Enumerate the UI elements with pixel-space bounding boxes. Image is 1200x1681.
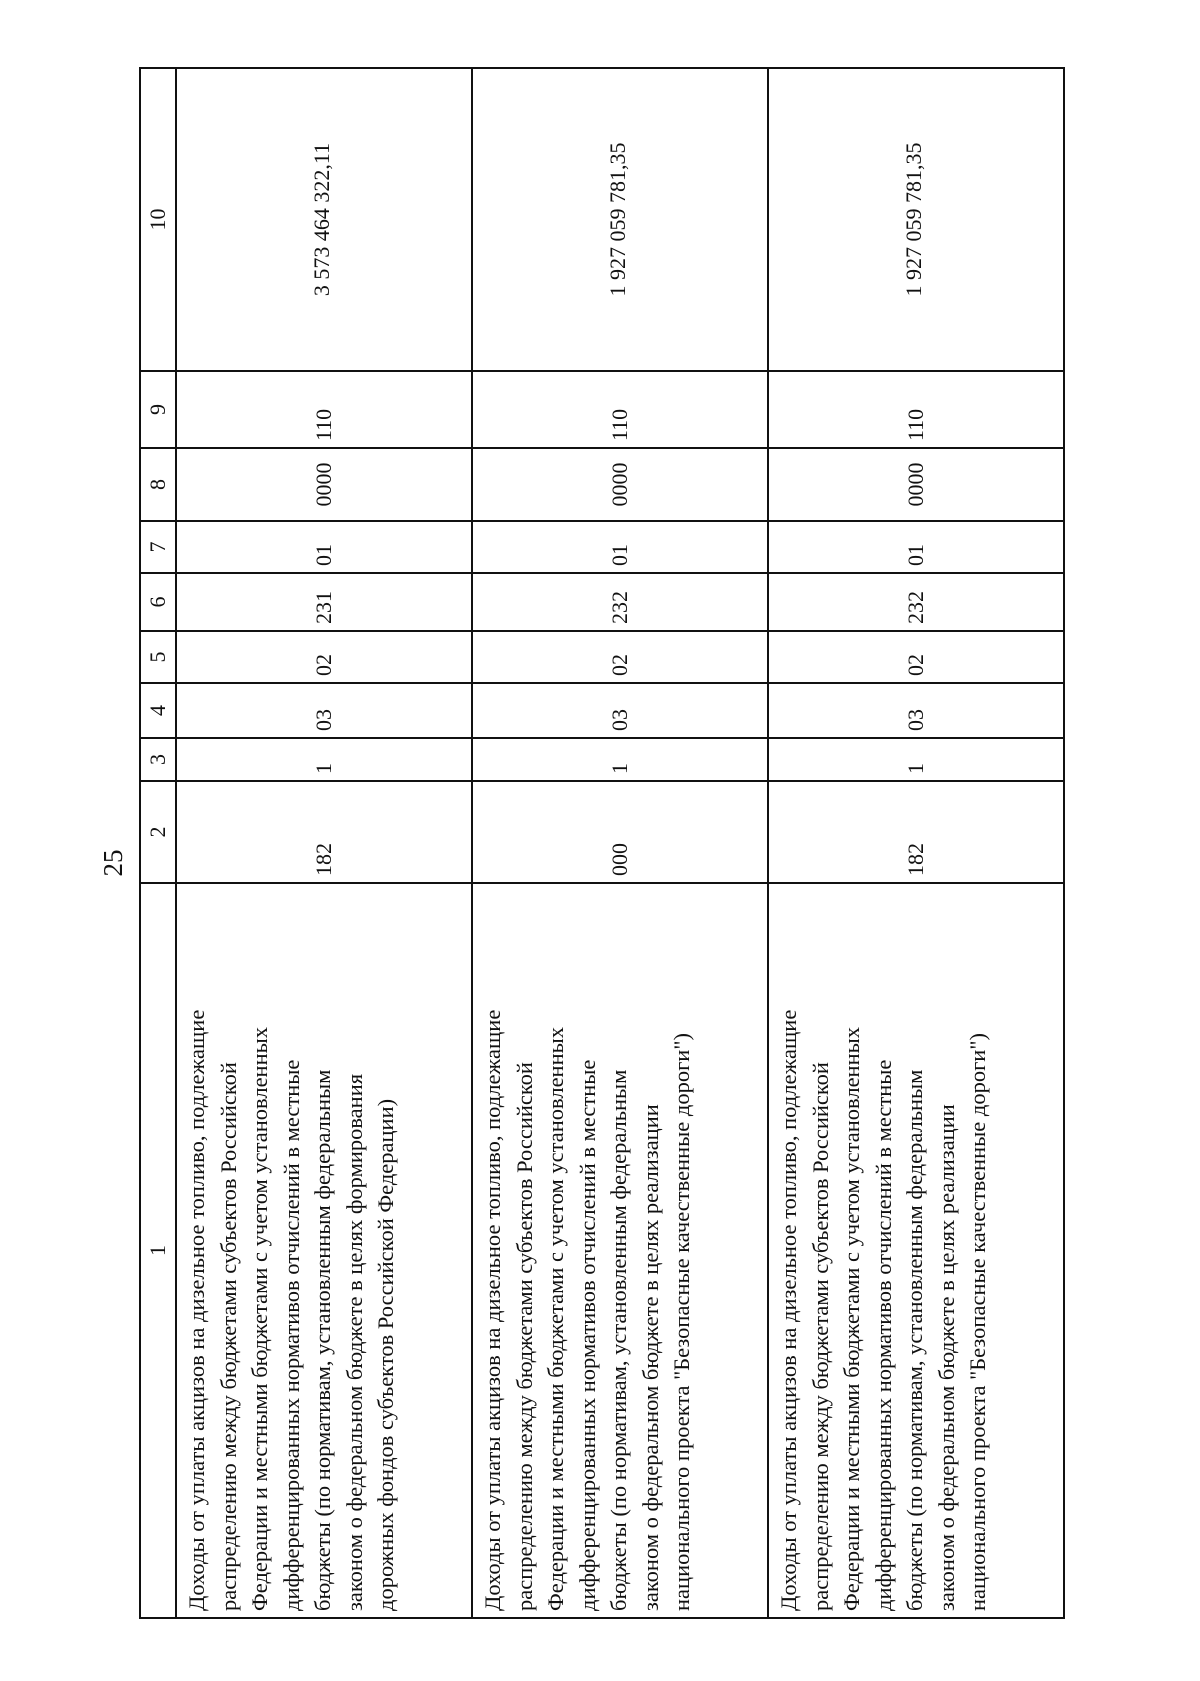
code-cell-article: 02 xyxy=(176,631,472,683)
header-cell-1: 1 xyxy=(140,883,176,1618)
code-cell-article: 02 xyxy=(472,631,768,683)
header-cell-5: 5 xyxy=(140,631,176,683)
code-cell-group: 1 xyxy=(176,738,472,781)
description-line: дифференцированных нормативов отчислений в местные xyxy=(870,1059,896,1611)
code-cell-element: 01 xyxy=(472,521,768,573)
header-cell-7: 7 xyxy=(140,521,176,573)
code-cell-element: 01 xyxy=(768,521,1064,573)
header-cell-8: 8 xyxy=(140,448,176,521)
code-cell-economic: 110 xyxy=(176,371,472,448)
description-line: дифференцированных нормативов отчислений в местные xyxy=(278,1059,304,1611)
header-cell-9: 9 xyxy=(140,371,176,448)
code-cell-subgroup: 03 xyxy=(768,683,1064,738)
description-line: законом о федеральном бюджете в целях реализации xyxy=(933,1104,959,1611)
amount-value: 1 927 059 781,35 xyxy=(901,142,926,297)
code-cell-subarticle: 232 xyxy=(472,573,768,631)
description-line: Федерации и местными бюджетами с учетом установленных xyxy=(543,1026,568,1611)
description-line: законом о федеральном бюджете в целях реализации xyxy=(637,1104,663,1611)
code-cell-group: 1 xyxy=(768,738,1064,781)
table-row xyxy=(176,68,472,1618)
description-line: распределению между бюджетами субъектов Российской xyxy=(215,1062,241,1611)
description-line: Федерации и местными бюджетами с учетом установленных xyxy=(247,1026,272,1611)
description-line: распределению между бюджетами субъектов Российской xyxy=(511,1062,537,1611)
code-cell-admin: 182 xyxy=(176,781,472,883)
code-cell-program: 0000 xyxy=(176,448,472,521)
code-cell-subgroup: 03 xyxy=(472,683,768,738)
description-line: бюджеты (по нормативам, установленным федеральным xyxy=(902,1069,927,1611)
code-cell-program: 0000 xyxy=(472,448,768,521)
description-cell xyxy=(472,883,768,1618)
amount-cell xyxy=(472,68,768,371)
description-line: дифференцированных нормативов отчислений в местные xyxy=(574,1059,600,1611)
table-row xyxy=(472,68,768,1618)
description-line: бюджеты (по нормативам, установленным федеральным xyxy=(606,1069,631,1611)
page-number: 25 xyxy=(97,849,128,877)
code-cell-economic: 110 xyxy=(768,371,1064,448)
amount-cell xyxy=(176,68,472,371)
description-line: Доходы от уплаты акцизов на дизельное топливо, подлежащие xyxy=(480,1009,505,1611)
header-cell-2: 2 xyxy=(140,781,176,883)
amount-value: 1 927 059 781,35 xyxy=(605,142,630,297)
description-line: законом о федеральном бюджете в целях формирования xyxy=(341,1073,367,1611)
description-line: национального проекта "Безопасные качественные дороги") xyxy=(965,1032,990,1611)
description-line: дорожных фондов субъектов Российской Федерации) xyxy=(373,1098,398,1611)
description-line: Доходы от уплаты акцизов на дизельное топливо, подлежащие xyxy=(184,1009,209,1611)
header-cell-3: 3 xyxy=(140,738,176,781)
code-cell-subarticle: 231 xyxy=(176,573,472,631)
budget-revenue-table xyxy=(139,67,1065,1619)
code-cell-group: 1 xyxy=(472,738,768,781)
code-cell-admin: 000 xyxy=(472,781,768,883)
table-row xyxy=(768,68,1064,1618)
code-cell-economic: 110 xyxy=(472,371,768,448)
description-cell xyxy=(176,883,472,1618)
description-line: распределению между бюджетами субъектов Российской xyxy=(807,1062,833,1611)
description-line: Федерации и местными бюджетами с учетом установленных xyxy=(839,1026,864,1611)
header-cell-6: 6 xyxy=(140,573,176,631)
table-header-row xyxy=(140,68,176,1618)
amount-cell xyxy=(768,68,1064,371)
rotated-table-container xyxy=(139,69,1063,1619)
code-cell-subgroup: 03 xyxy=(176,683,472,738)
code-cell-article: 02 xyxy=(768,631,1064,683)
amount-value: 3 573 464 322,11 xyxy=(309,142,334,297)
description-line: бюджеты (по нормативам, установленным федеральным xyxy=(310,1069,335,1611)
description-line: Доходы от уплаты акцизов на дизельное топливо, подлежащие xyxy=(776,1009,801,1611)
description-cell xyxy=(768,883,1064,1618)
code-cell-program: 0000 xyxy=(768,448,1064,521)
code-cell-element: 01 xyxy=(176,521,472,573)
code-cell-subarticle: 232 xyxy=(768,573,1064,631)
code-cell-admin: 182 xyxy=(768,781,1064,883)
header-cell-4: 4 xyxy=(140,683,176,738)
description-line: национального проекта "Безопасные качественные дороги") xyxy=(669,1032,694,1611)
header-cell-10: 10 xyxy=(140,68,176,371)
